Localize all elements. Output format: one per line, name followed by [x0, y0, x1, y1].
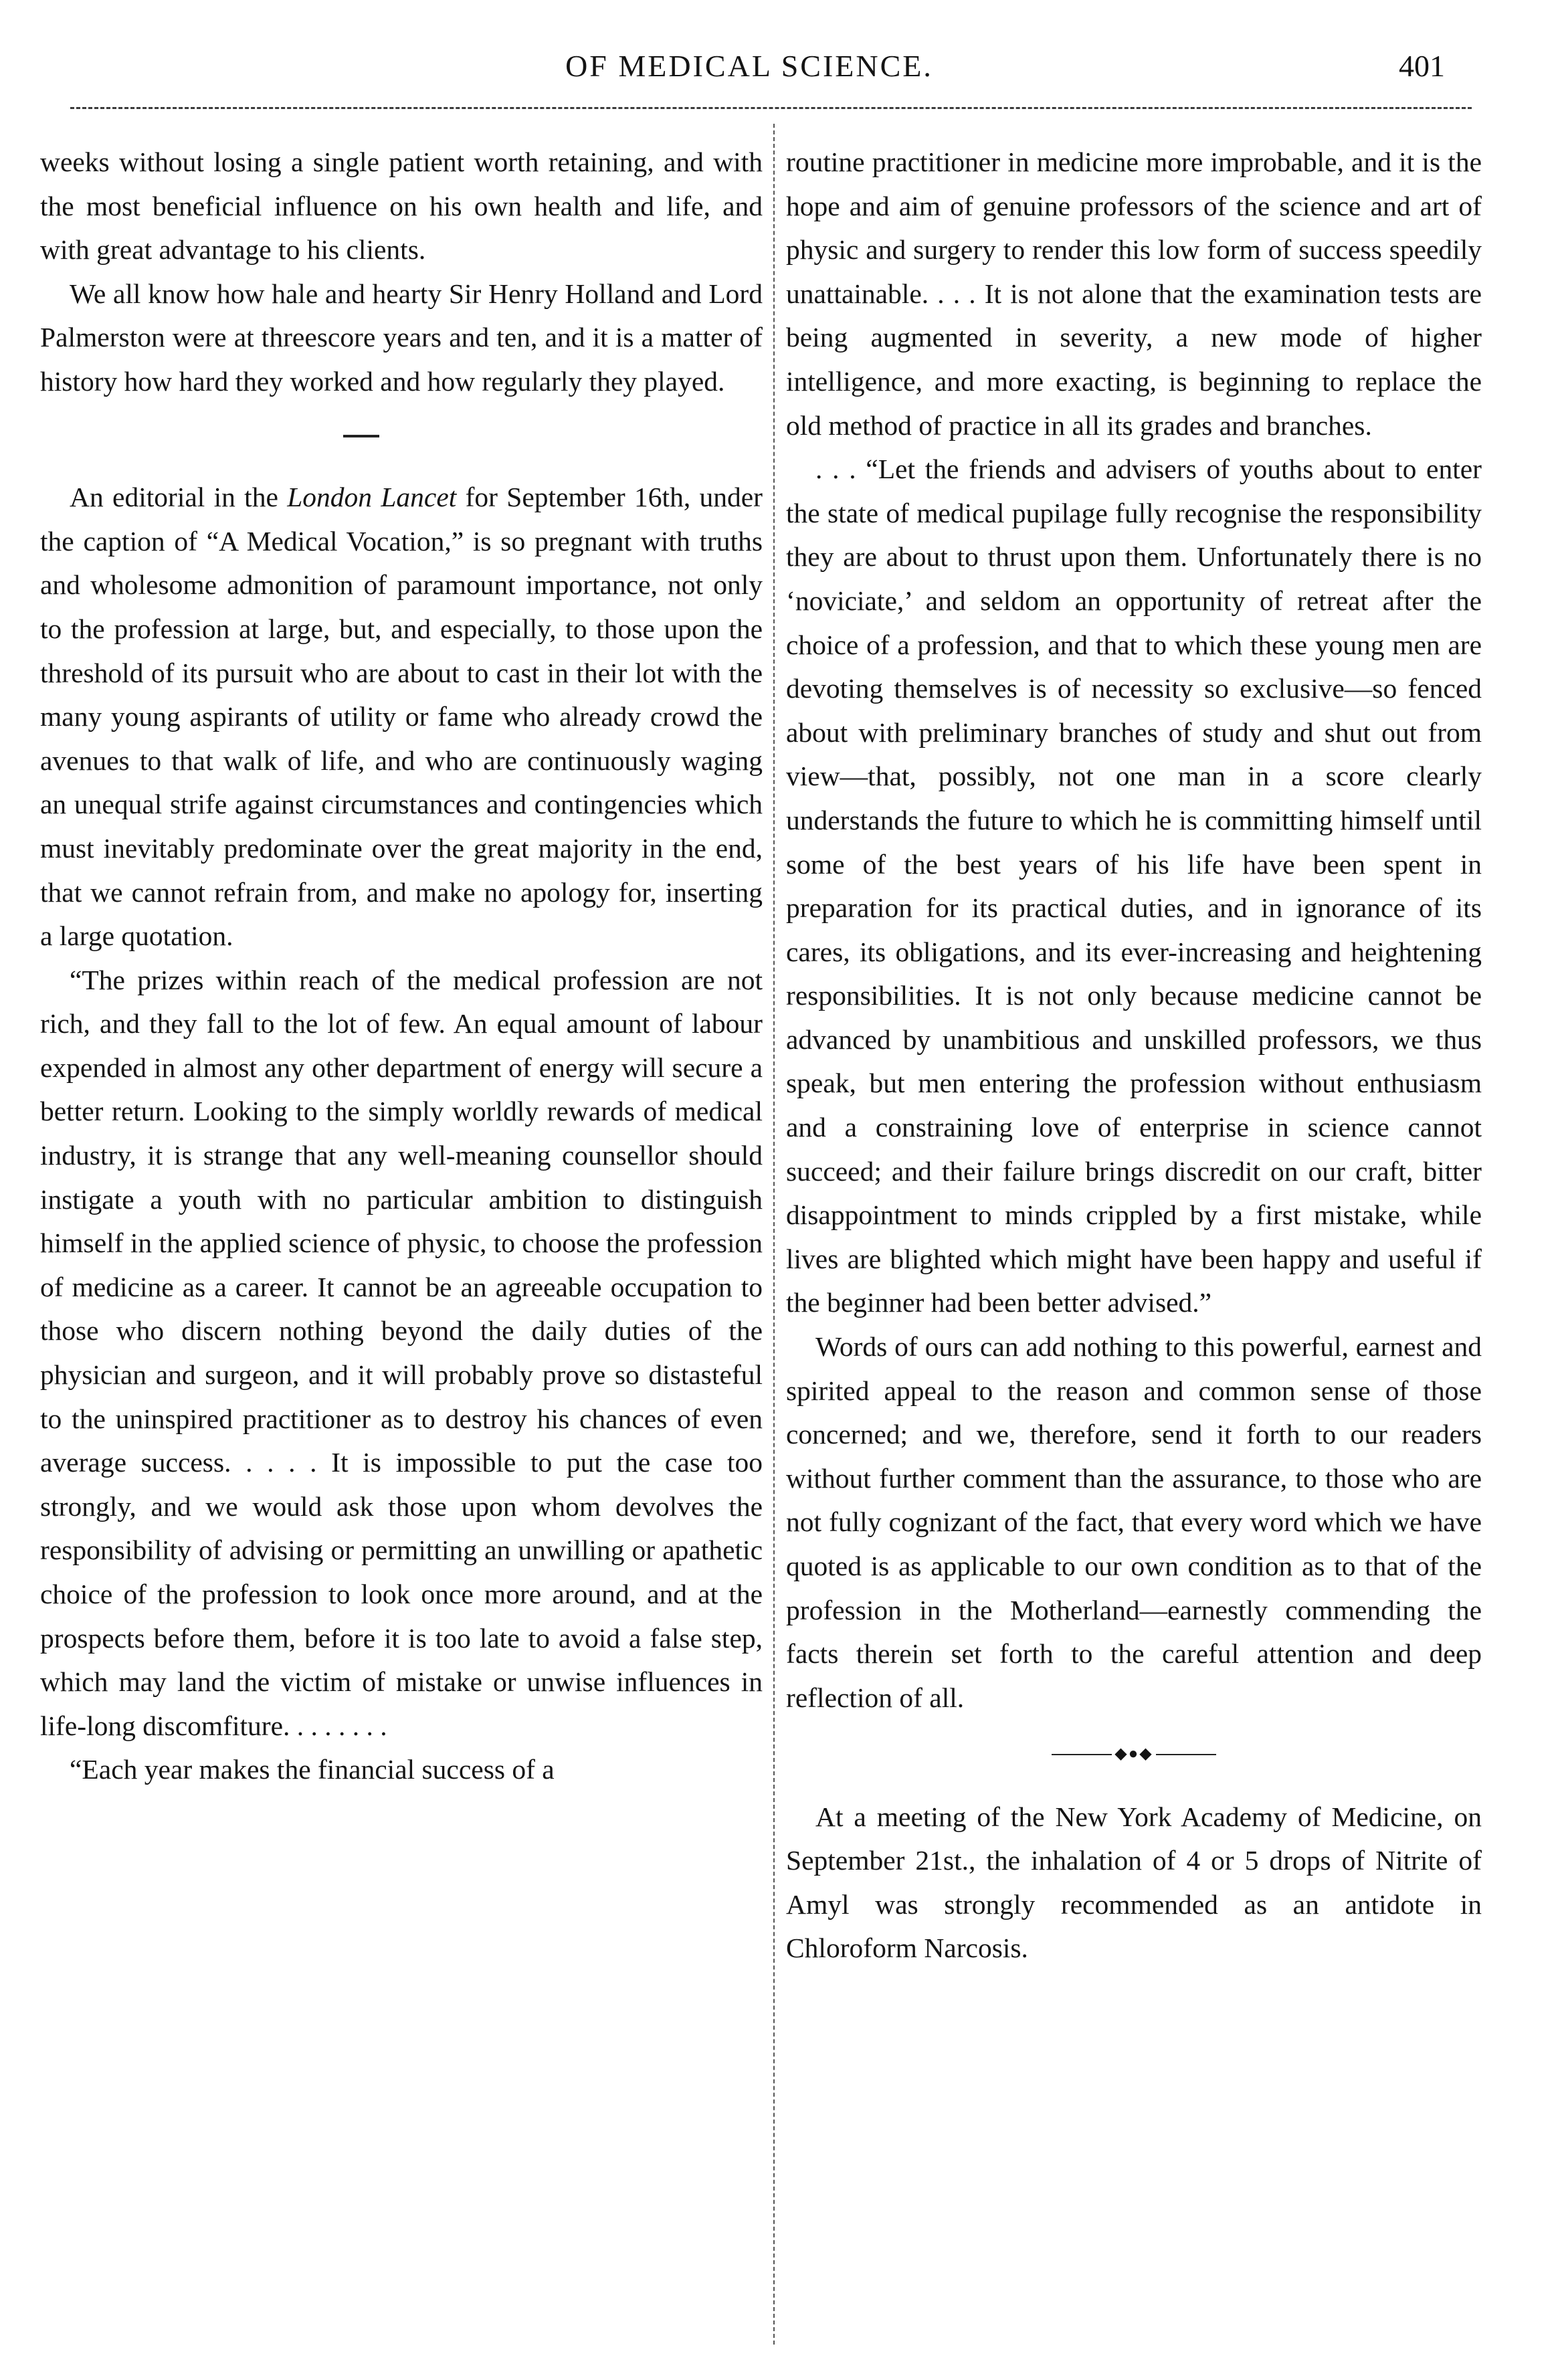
- paragraph: Words of ours can add nothing to this powerful, earnest and spirited appeal to the reason and common sense of those concerned; and we, therefore, send it forth to our readers without further comment than the assurance, to those who are not fully cognizant of the fact, that every word which we have quoted is as applicable to our own condition as to that of the profession in the Motherland—earnestly commending the facts therein set forth to the careful attention and deep reflection of all.: [786, 1331, 1482, 1713]
- section-ornament: [40, 412, 763, 456]
- left-column: [40, 140, 763, 1792]
- journal-title: London Lancet: [287, 482, 457, 513]
- right-column: [786, 140, 1482, 1971]
- quotation-paragraph: . . . “Let the friends and advisers of youths about to enter the state of medical pupilage fully recognise the responsibility they are about to thrust upon them. Unfortunately there is no ‘noviciate,’ and seldom an opportunity of retreat after the choice of a profession, and that to which these young men are devoting themselves is of necessity so exclusive—so fenced about with preliminary branches of study and shut out from view—that, possibly, not one man in a score clearly understands the future to which he is committing himself until some of the best years of his life have been spent in preparation for its practical duties, and in ignorance of its cares, its obligations, and its ever-increasing and heightening responsibilities. It is not only because medicine cannot be advanced by unambitious and unskilled professors, we thus speak, but men entering the profession without enthusiasm and a constraining love of enterprise in science cannot succeed; and their failure brings discredit on our craft, bitter disappointment to minds crippled by a first mistake, while lives are blighted which might have been happy and useful if the beginner had been better advised.”: [786, 454, 1482, 1318]
- quotation-paragraph: routine practitioner in medicine more improbable, and it is the hope and aim of genuine professors of the science and art of physic and surgery to render this low form of success speedily unattainable. . . . It is not alone that the examination tests are being augmented in severity, a new mode of higher intelligence, and more exacting, is beginning to replace the old method of practice in all its grades and branches.: [786, 146, 1482, 441]
- section-ornament: ◆●◆: [786, 1732, 1482, 1776]
- paragraph: weeks without losing a single patient worth retaining, and with the most beneficial influence on his own health and life, and with great advantage to his clients.: [40, 146, 763, 266]
- paragraph: We all know how hale and hearty Sir Henry Holland and Lord Palmerston were at threescore years and ten, and it is a matter of history how hard they worked and how regularly they played.: [40, 278, 763, 397]
- quotation-paragraph: “Each year makes the financial success of a: [70, 1754, 555, 1785]
- running-title: OF MEDICAL SCIENCE.: [565, 49, 933, 83]
- column-divider: [773, 124, 775, 2345]
- quotation-paragraph: “The prizes within reach of the medical profession are not rich, and they fall to the lot of few. An equal amount of labour expended in almost any other department of energy will secure a better return. Looking to the simply worldly rewards of medical industry, it is strange that any well-meaning counsellor should instigate a youth with no particular ambition to distinguish himself in the applied science of physic, to choose the profession of medicine as a career. It cannot be an agreeable occupation to those who discern nothing beyond the daily duties of the physician and surgeon, and it will probably prove so distasteful to the uninspired practitioner as to destroy his chances of even average success. . . . . It is impossible to put the case too strongly, and we would ask those upon whom devolves the responsibility of advising or permitting an unwilling or apathetic choice of the profession to look once more around, and at the prospects before them, before it is too late to avoid a false step, which may land the victim of mistake or unwise influences in life-long discomfiture. . . . . . . .: [40, 964, 763, 1741]
- page-number: 401: [1399, 49, 1445, 83]
- paragraph: An editorial in the London Lancet for September 16th, under the caption of “A Medical Vocation,” is so pregnant with truths and wholesome admonition of paramount importance, not only to the profession at large, but, and especially, to those upon the threshold of its pursuit who are about to cast in their lot with the many young aspirants of utility or fame who already crowd the avenues to that walk of life, and who are continuously waging an unequal strife against circumstances and contingencies which must inevitably predominate over the great majority in the end, that we cannot refrain from, and make no apology for, inserting a large quotation.: [40, 482, 763, 952]
- news-paragraph: At a meeting of the New York Academy of Medicine, on September 21st., the inhalation of 4 or 5 drops of Nitrite of Amyl was strongly recommended as an antidote in Chloroform Narcosis.: [786, 1801, 1482, 1964]
- page-header: [40, 48, 1458, 102]
- header-rule: [70, 107, 1472, 109]
